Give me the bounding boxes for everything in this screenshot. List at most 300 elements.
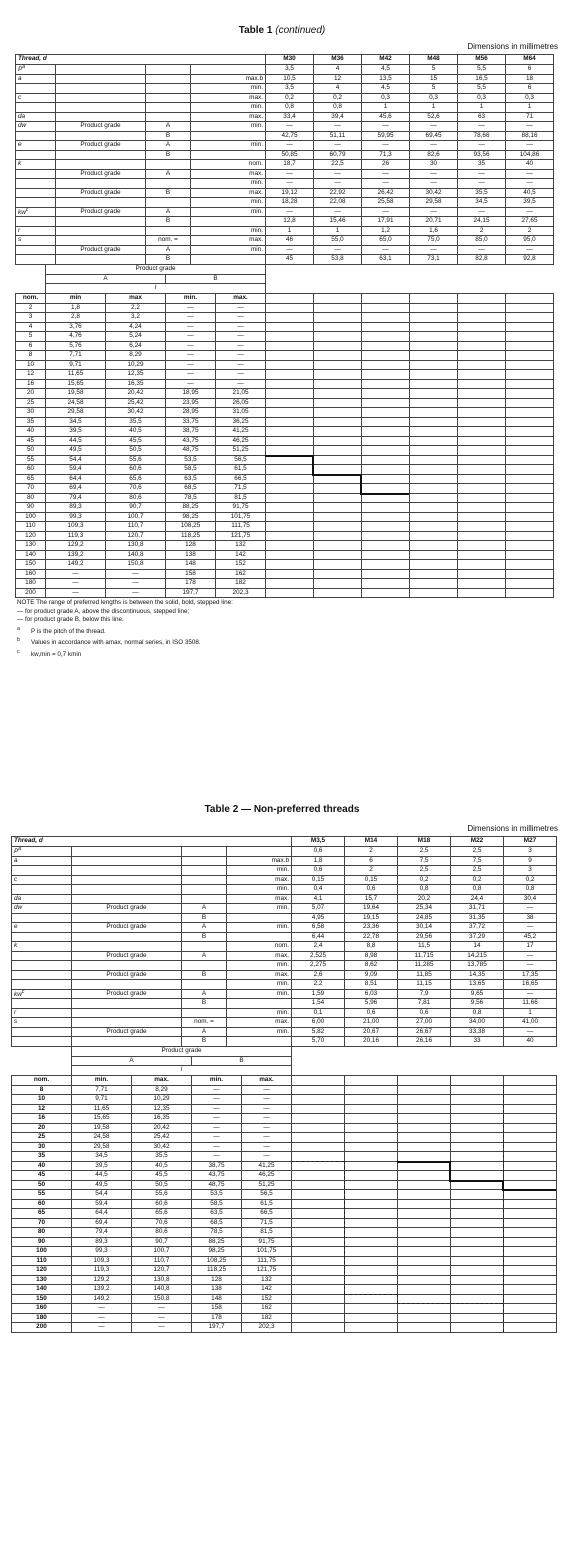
nominal-length: 130	[16, 541, 46, 551]
length-row	[16, 360, 554, 370]
table2-dimensions-note: Dimensions in millimetres	[467, 824, 558, 833]
spec-value: —	[504, 923, 557, 933]
length-value: 108,25	[192, 1256, 242, 1266]
nominal-length: 100	[12, 1247, 72, 1257]
empty-cell	[345, 1190, 398, 1200]
product-grade-label	[56, 65, 146, 75]
empty-cell	[362, 531, 410, 541]
length-value: —	[106, 579, 166, 589]
length-row	[16, 417, 554, 427]
empty-cell	[266, 550, 314, 560]
table2	[11, 836, 557, 1047]
spec-value: 71,3	[362, 150, 410, 160]
spec-value: 1	[314, 226, 362, 236]
empty-cell	[314, 370, 362, 380]
length-row	[16, 512, 554, 522]
empty-cell	[451, 1256, 504, 1266]
length-value: —	[216, 322, 266, 332]
empty-cell	[410, 455, 458, 465]
length-value: 61,5	[216, 465, 266, 475]
empty-cell	[266, 398, 314, 408]
empty-cell	[451, 1313, 504, 1323]
empty-cell	[451, 1323, 504, 1333]
spec-row	[12, 942, 557, 952]
nominal-length: 70	[12, 1218, 72, 1228]
footnote	[17, 625, 553, 637]
empty-cell	[362, 313, 410, 323]
length-value: —	[216, 332, 266, 342]
length-value: 66,5	[242, 1209, 292, 1219]
length-value: 110,7	[132, 1256, 192, 1266]
empty-cell	[345, 1095, 398, 1105]
table2-lengths	[11, 1046, 557, 1333]
spec-value: —	[362, 207, 410, 217]
empty-cell	[398, 1114, 451, 1124]
length-value: 40,5	[106, 427, 166, 437]
spec-value: 2,5	[398, 866, 451, 876]
spec-qualifier	[191, 255, 266, 265]
spec-value: 25,58	[362, 198, 410, 208]
symbol-text: c	[18, 93, 22, 101]
nominal-length: 40	[16, 427, 46, 437]
empty-cell	[362, 341, 410, 351]
empty-cell	[506, 550, 554, 560]
empty-cell	[506, 493, 554, 503]
empty-cell	[362, 484, 410, 494]
length-value: 81,5	[216, 493, 266, 503]
empty-cell	[345, 1266, 398, 1276]
spec-value: 4,1	[292, 894, 345, 904]
empty-cell	[314, 398, 362, 408]
spec-value: 29,56	[398, 932, 451, 942]
nominal-length: 10	[16, 360, 46, 370]
spec-qualifier: max.b	[191, 74, 266, 84]
length-value: 99,3	[72, 1247, 132, 1257]
grade-b-header: B	[166, 274, 266, 284]
preferred-range-boundary	[313, 474, 361, 476]
product-grade-label	[56, 131, 146, 141]
spec-value: 92,8	[506, 255, 554, 265]
spec-value: 82,6	[410, 150, 458, 160]
empty-cell	[458, 569, 506, 579]
empty-cell	[458, 332, 506, 342]
empty-cell	[314, 588, 362, 598]
length-value: 31,05	[216, 408, 266, 418]
empty-cell	[458, 408, 506, 418]
spec-value: 9,56	[451, 999, 504, 1009]
spec-row	[16, 122, 554, 132]
grade-sub: nom. =	[182, 1018, 227, 1028]
length-value: 59,4	[72, 1199, 132, 1209]
length-value: 108,25	[166, 522, 216, 532]
symbol	[16, 103, 56, 113]
spec-row	[16, 131, 554, 141]
empty-cell	[292, 1104, 345, 1114]
length-row	[12, 1304, 557, 1314]
length-value: 64,4	[46, 474, 106, 484]
table1-dimensions-note: Dimensions in millimetres	[467, 42, 558, 51]
spec-row	[12, 932, 557, 942]
empty-cell	[398, 1199, 451, 1209]
empty-cell	[266, 588, 314, 598]
empty-cell	[504, 1161, 557, 1171]
length-value: 56,5	[242, 1190, 292, 1200]
symbol	[16, 179, 56, 189]
grade-b-header: B	[192, 1056, 292, 1066]
empty-cell	[458, 360, 506, 370]
empty-cell	[292, 1123, 345, 1133]
spec-row	[12, 970, 557, 980]
empty-cell	[506, 322, 554, 332]
length-value: 53,5	[166, 455, 216, 465]
product-grade-header: Product grade	[72, 1047, 292, 1057]
empty-cell	[410, 370, 458, 380]
empty-cell	[314, 560, 362, 570]
empty-cell	[292, 1247, 345, 1257]
symbol	[16, 74, 56, 84]
length-value: 15,65	[72, 1114, 132, 1124]
length-value: 10,29	[106, 360, 166, 370]
spec-value: 46	[266, 236, 314, 246]
spec-qualifier: min.	[191, 226, 266, 236]
spec-value: 29,58	[410, 198, 458, 208]
spec-value: 2,6	[292, 970, 345, 980]
spec-value: 3,5	[266, 65, 314, 75]
spec-value: 20,71	[410, 217, 458, 227]
footnote-text: P is the pitch of the thread.	[31, 627, 106, 635]
empty-cell	[410, 541, 458, 551]
empty-cell	[266, 351, 314, 361]
spec-value: 33	[451, 1037, 504, 1047]
empty-cell	[504, 1114, 557, 1124]
nominal-length: 3	[16, 313, 46, 323]
empty-cell	[410, 417, 458, 427]
empty-cell	[504, 1323, 557, 1333]
table2-caption: Table 2 — Non-preferred threads	[204, 804, 360, 815]
symbol	[16, 169, 56, 179]
empty-cell	[345, 1209, 398, 1219]
spec-value: 20,2	[398, 894, 451, 904]
empty-cell	[398, 1123, 451, 1133]
spec-value: 39,5	[506, 198, 554, 208]
empty-cell	[458, 303, 506, 313]
empty-cell	[506, 531, 554, 541]
nominal-length: 25	[12, 1133, 72, 1143]
grade-sub: B	[146, 150, 191, 160]
length-row	[16, 522, 554, 532]
grade-sub	[182, 1008, 227, 1018]
spec-value: 30,42	[410, 188, 458, 198]
product-grade-label	[72, 885, 182, 895]
empty-cell	[451, 1228, 504, 1238]
empty-cell	[504, 1075, 557, 1085]
spec-value: 40	[504, 1037, 557, 1047]
spec-value: —	[410, 169, 458, 179]
product-grade-label	[56, 160, 146, 170]
length-value: 99,3	[46, 512, 106, 522]
empty-cell	[451, 1285, 504, 1295]
length-value: 35,5	[132, 1152, 192, 1162]
length-symbol: l	[154, 284, 157, 292]
empty-cell	[292, 1304, 345, 1314]
symbol	[16, 160, 56, 170]
spec-row	[16, 188, 554, 198]
spec-value: 14,215	[451, 951, 504, 961]
spec-qualifier: min.	[227, 1008, 292, 1018]
length-row	[12, 1256, 557, 1266]
product-grade-label: Product grade	[72, 923, 182, 933]
grade-sub: B	[182, 999, 227, 1009]
spec-qualifier: min.	[191, 122, 266, 132]
spec-value: —	[506, 169, 554, 179]
symbol	[16, 112, 56, 122]
length-row	[12, 1114, 557, 1124]
length-value: 89,3	[72, 1237, 132, 1247]
symbol	[16, 122, 56, 132]
spec-value: 16,65	[504, 980, 557, 990]
spec-value: —	[504, 904, 557, 914]
nominal-length: 35	[12, 1152, 72, 1162]
spec-value: 2,5	[451, 866, 504, 876]
empty-cell	[266, 569, 314, 579]
product-grade-label	[56, 112, 146, 122]
empty-cell	[314, 541, 362, 551]
preferred-range-boundary	[360, 474, 362, 495]
spec-value: —	[362, 179, 410, 189]
product-grade-label	[56, 198, 146, 208]
grade-sub	[146, 74, 191, 84]
empty-cell	[266, 493, 314, 503]
product-grade-label: Product grade	[72, 970, 182, 980]
spec-value: 3,5	[266, 84, 314, 94]
empty-cell	[458, 313, 506, 323]
spec-value: 0,1	[292, 1008, 345, 1018]
empty-cell	[292, 1199, 345, 1209]
grade-sub: A	[146, 245, 191, 255]
nominal-length: 140	[12, 1285, 72, 1295]
spec-value: 22,78	[345, 932, 398, 942]
empty-cell	[451, 1133, 504, 1143]
symbol	[12, 894, 72, 904]
spec-value: 0,4	[292, 885, 345, 895]
length-row	[16, 322, 554, 332]
empty-cell	[506, 341, 554, 351]
empty-cell	[266, 389, 314, 399]
nominal-length: 16	[12, 1114, 72, 1124]
length-row	[16, 351, 554, 361]
spec-qualifier: min.	[191, 179, 266, 189]
spec-value: 17	[504, 942, 557, 952]
empty-cell	[451, 1190, 504, 1200]
spec-value: 0,6	[345, 885, 398, 895]
symbol	[16, 236, 56, 246]
empty-cell	[504, 1228, 557, 1238]
product-grade-label	[72, 894, 182, 904]
length-value: 56,5	[216, 455, 266, 465]
length-value: —	[242, 1085, 292, 1095]
empty-cell	[345, 1180, 398, 1190]
blank	[292, 1047, 557, 1057]
length-row	[16, 436, 554, 446]
empty-cell	[458, 512, 506, 522]
spec-qualifier: max.	[227, 970, 292, 980]
spec-value: —	[506, 141, 554, 151]
length-value: 20,42	[106, 389, 166, 399]
empty-cell	[458, 322, 506, 332]
spec-value: 2,5	[451, 847, 504, 857]
empty-cell	[362, 569, 410, 579]
blank	[266, 284, 554, 294]
spec-value: 5,70	[292, 1037, 345, 1047]
length-value: 4,76	[46, 332, 106, 342]
length-col-max: max.	[132, 1075, 192, 1085]
length-value: 34,5	[46, 417, 106, 427]
length-value: 152	[242, 1294, 292, 1304]
length-value: —	[166, 341, 216, 351]
empty-cell	[458, 579, 506, 589]
grade-sub: A	[182, 1027, 227, 1037]
length-value: —	[242, 1142, 292, 1152]
length-value: 90,7	[132, 1237, 192, 1247]
grade-a-boundary-dashed	[397, 1294, 398, 1303]
length-value: 8,29	[132, 1085, 192, 1095]
length-value: —	[216, 341, 266, 351]
product-grade-label	[72, 856, 182, 866]
spec-value: —	[458, 122, 506, 132]
spec-qualifier	[191, 150, 266, 160]
blank	[266, 274, 554, 284]
empty-cell	[314, 493, 362, 503]
symbol	[12, 913, 72, 923]
empty-cell	[458, 493, 506, 503]
empty-cell	[506, 588, 554, 598]
product-grade-label	[72, 932, 182, 942]
footnote-mark: a	[22, 64, 26, 70]
blank	[16, 284, 46, 294]
spec-value: 6	[506, 84, 554, 94]
nominal-length: 50	[16, 446, 46, 456]
blank	[16, 274, 46, 284]
empty-cell	[266, 541, 314, 551]
note-line: NOTE The range of preferred lengths is between the solid, bold, stepped line:	[17, 599, 233, 606]
length-value: 118,25	[166, 531, 216, 541]
spec-value: 24,4	[451, 894, 504, 904]
grade-sub	[146, 179, 191, 189]
empty-cell	[458, 389, 506, 399]
product-grade-label	[72, 875, 182, 885]
empty-cell	[292, 1142, 345, 1152]
spec-value: 4	[314, 84, 362, 94]
length-value: —	[166, 303, 216, 313]
spec-value: 1	[504, 1008, 557, 1018]
empty-cell	[410, 389, 458, 399]
spec-qualifier: min.	[227, 885, 292, 895]
length-value: 39,5	[46, 427, 106, 437]
empty-cell	[410, 484, 458, 494]
symbol	[12, 856, 72, 866]
length-row	[12, 1095, 557, 1105]
empty-cell	[458, 522, 506, 532]
spec-value: 82,8	[458, 255, 506, 265]
blank	[12, 1056, 72, 1066]
empty-cell	[504, 1142, 557, 1152]
empty-cell	[451, 1266, 504, 1276]
spec-row	[16, 141, 554, 151]
symbol	[12, 999, 72, 1009]
spec-row	[12, 866, 557, 876]
length-value: 71,5	[242, 1218, 292, 1228]
grade-sub	[146, 93, 191, 103]
empty-cell	[458, 550, 506, 560]
length-value: 150,8	[132, 1294, 192, 1304]
spec-row	[12, 961, 557, 971]
spec-row	[12, 856, 557, 866]
grade-sub: A	[182, 923, 227, 933]
spec-row	[16, 207, 554, 217]
empty-cell	[451, 1085, 504, 1095]
empty-cell	[314, 389, 362, 399]
length-value: —	[166, 360, 216, 370]
nominal-length: 65	[16, 474, 46, 484]
empty-cell	[410, 446, 458, 456]
empty-cell	[506, 351, 554, 361]
spec-value: 73,1	[410, 255, 458, 265]
grade-a-boundary-dashed	[397, 1303, 503, 1304]
footnote-mark: c	[17, 649, 20, 656]
length-row	[12, 1085, 557, 1095]
length-value: —	[46, 579, 106, 589]
spec-row	[12, 1018, 557, 1028]
spec-value: 1	[410, 103, 458, 113]
empty-cell	[398, 1171, 451, 1181]
empty-cell	[410, 493, 458, 503]
spec-qualifier: min.	[227, 923, 292, 933]
empty-cell	[362, 351, 410, 361]
empty-cell	[266, 512, 314, 522]
empty-cell	[292, 1171, 345, 1181]
length-value: 121,75	[242, 1266, 292, 1276]
length-value: 39,5	[72, 1161, 132, 1171]
length-row	[16, 303, 554, 313]
length-value: —	[216, 303, 266, 313]
spec-value: 1,2	[362, 226, 410, 236]
empty-cell	[292, 1114, 345, 1124]
spec-value: 4	[314, 65, 362, 75]
length-value: —	[216, 379, 266, 389]
symbol-text: P	[18, 66, 23, 74]
spec-value: 15,46	[314, 217, 362, 227]
empty-cell	[345, 1247, 398, 1257]
empty-cell	[314, 569, 362, 579]
length-value: 110,7	[106, 522, 166, 532]
spec-value: 35	[458, 160, 506, 170]
empty-cell	[451, 1142, 504, 1152]
spec-value: 0,2	[266, 93, 314, 103]
spec-qualifier: max.	[191, 236, 266, 246]
empty-cell	[504, 1304, 557, 1314]
product-grade-label: Product grade	[56, 207, 146, 217]
grade-sub	[146, 198, 191, 208]
empty-cell	[451, 1247, 504, 1257]
spec-value: 0,15	[292, 875, 345, 885]
symbol	[16, 207, 56, 217]
product-grade-label	[56, 74, 146, 84]
length-value: 78,5	[166, 493, 216, 503]
length-row	[12, 1161, 557, 1171]
spec-row	[16, 74, 554, 84]
length-value: 55,6	[132, 1190, 192, 1200]
spec-value: 5,07	[292, 904, 345, 914]
